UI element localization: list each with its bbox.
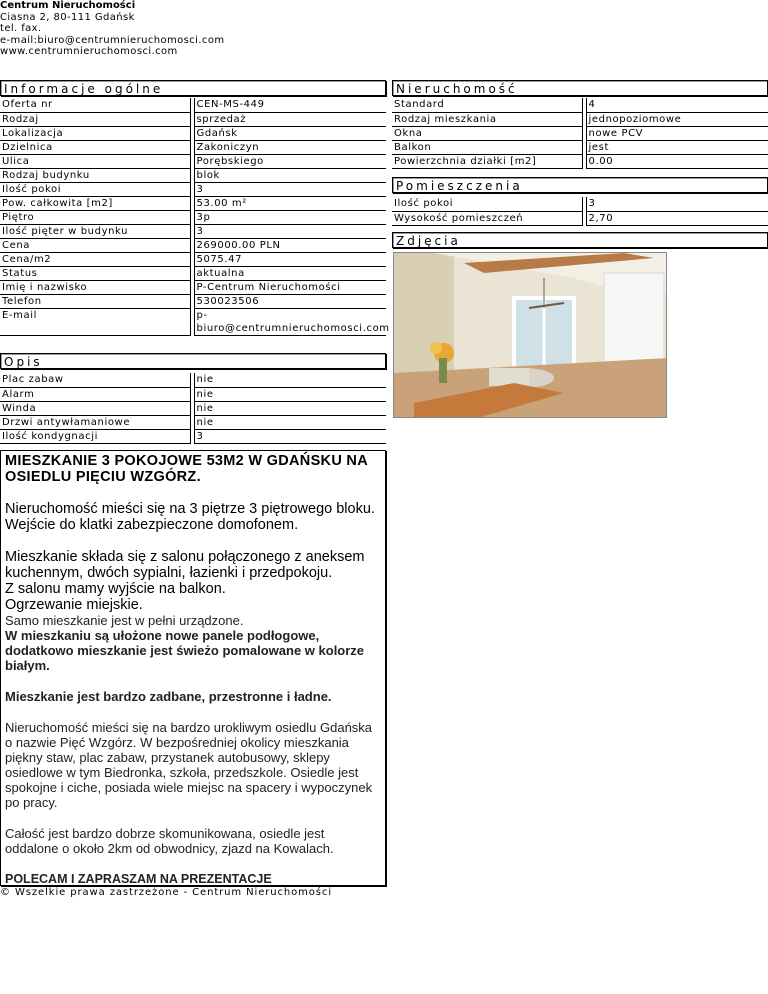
- rooms-table: [392, 197, 768, 226]
- property-row: [392, 98, 768, 112]
- general-info-label: Ilość pokoi: [0, 182, 190, 196]
- property-label: Okna: [392, 126, 582, 140]
- general-info-row: [0, 168, 386, 182]
- general-info-row: [0, 182, 386, 196]
- general-info-value: 3p: [194, 210, 386, 224]
- company-address: Ciasna 2, 80-111 Gdańsk: [0, 11, 135, 23]
- rooms-label: Wysokość pomieszczeń: [392, 211, 582, 225]
- general-info-label: Cena: [0, 238, 190, 252]
- general-info-label: Status: [0, 266, 190, 280]
- section-title-general: Informacje ogólne: [0, 80, 386, 96]
- rooms-value: 2,70: [586, 211, 768, 225]
- rooms-row: [392, 211, 768, 225]
- description-closing: POLECAM I ZAPRASZAM NA PREZENTACJE: [5, 872, 272, 886]
- general-info-row: [0, 140, 386, 154]
- section-title-description: Opis: [0, 353, 386, 369]
- footer-copyright: © Wszelkie prawa zastrzeżone - Centrum Nieruchomości: [0, 887, 332, 898]
- property-table: [392, 98, 768, 169]
- company-name: Centrum Nieruchomości: [0, 0, 136, 11]
- general-info-label: Pow. całkowita [m2]: [0, 196, 190, 210]
- description-box: [0, 450, 386, 886]
- company-email: e-mail:biuro@centrumnieruchomosci.com: [0, 34, 225, 46]
- agency-header: [0, 0, 224, 58]
- general-info-row: [0, 308, 386, 335]
- general-info-value: CEN-MS-449: [194, 98, 386, 112]
- general-info-row: [0, 154, 386, 168]
- rooms-label: Ilość pokoi: [392, 197, 582, 211]
- general-info-label: Rodzaj: [0, 112, 190, 126]
- general-info-value: Zakoniczyn: [194, 140, 386, 154]
- property-value: jest: [586, 140, 768, 154]
- section-title-photos: Zdjęcia: [392, 232, 768, 248]
- property-row: [392, 154, 768, 168]
- description-paragraph: Samo mieszkanie jest w pełni urządzone.: [5, 613, 244, 628]
- description-paragraph: W mieszkaniu są ułożone nowe panele podłogowe, dodatkowo mieszkanie jest świeżo pomalowane w kolorze białym.: [5, 628, 365, 673]
- description-paragraph: Wejście do klatki zabezpieczone domofonem.: [5, 517, 299, 533]
- property-value: 0.00: [586, 154, 768, 168]
- feature-row: [0, 415, 386, 429]
- general-info-value: P-Centrum Nieruchomości: [194, 280, 386, 294]
- general-info-value: Porębskiego: [194, 154, 386, 168]
- general-info-row: [0, 224, 386, 238]
- general-info-row: [0, 126, 386, 140]
- general-info-label: Ulica: [0, 154, 190, 168]
- feature-value: 3: [194, 429, 386, 443]
- description-paragraph: Ogrzewanie miejskie.: [5, 597, 143, 613]
- section-title-property: Nieruchomość: [392, 80, 768, 96]
- rooms-row: [392, 197, 768, 211]
- property-label: Standard: [392, 98, 582, 112]
- general-info-row: [0, 196, 386, 210]
- general-info-label: Imię i nazwisko: [0, 280, 190, 294]
- company-phone: tel. fax.: [0, 23, 42, 35]
- property-row: [392, 140, 768, 154]
- general-info-label: Piętro: [0, 210, 190, 224]
- rooms-value: 3: [586, 197, 768, 211]
- property-label: Powierzchnia działki [m2]: [392, 154, 582, 168]
- general-info-label: Dzielnica: [0, 140, 190, 154]
- feature-label: Drzwi antywłamaniowe: [0, 415, 190, 429]
- feature-label: Ilość kondygnacji: [0, 429, 190, 443]
- section-title-rooms: Pomieszczenia: [392, 177, 768, 193]
- general-info-label: Oferta nr: [0, 98, 190, 112]
- feature-row: [0, 429, 386, 443]
- general-info-label: Rodzaj budynku: [0, 168, 190, 182]
- description-paragraph: Nieruchomość mieści się na 3 piętrze 3 piętrowego bloku.: [5, 501, 375, 517]
- property-value: nowe PCV: [586, 126, 768, 140]
- feature-value: nie: [194, 387, 386, 401]
- feature-label: Plac zabaw: [0, 373, 190, 387]
- general-info-table: [0, 98, 390, 336]
- general-info-row: [0, 112, 386, 126]
- property-row: [392, 112, 768, 126]
- general-info-value: 3: [194, 224, 386, 238]
- feature-row: [0, 373, 386, 387]
- property-row: [392, 126, 768, 140]
- description-title: MIESZKANIE 3 POKOJOWE 53M2 W GDAŃSKU NA OSIEDLU PIĘCIU WZGÓRZ.: [5, 453, 368, 485]
- features-table: [0, 373, 386, 444]
- general-info-value: sprzedaż: [194, 112, 386, 126]
- description-paragraph: Z salonu mamy wyjście na balkon.: [5, 581, 226, 597]
- general-info-value: 53.00 m²: [194, 196, 386, 210]
- feature-row: [0, 387, 386, 401]
- property-label: Balkon: [392, 140, 582, 154]
- general-info-value: blok: [194, 168, 386, 182]
- property-value: 4: [586, 98, 768, 112]
- description-paragraph: Mieszkanie składa się z salonu połączonego z aneksem kuchennym, dwóch sypialni, łazienki i przedpokoju.: [5, 549, 365, 581]
- property-label: Rodzaj mieszkania: [392, 112, 582, 126]
- general-info-label: Lokalizacja: [0, 126, 190, 140]
- general-info-label: E-mail: [0, 308, 190, 335]
- general-info-row: [0, 238, 386, 252]
- general-info-label: Cena/m2: [0, 252, 190, 266]
- description-paragraph: Całość jest bardzo dobrze skomunikowana, osiedle jest oddalone o około 2km od obwodnicy, zjazd na Kowalach.: [5, 826, 334, 856]
- feature-value: nie: [194, 401, 386, 415]
- general-info-row: [0, 280, 386, 294]
- general-info-row: [0, 98, 386, 112]
- company-website-link[interactable]: www.centrumnieruchomosci.com: [0, 46, 178, 58]
- living-room-picture: [394, 253, 667, 418]
- apartment-photo[interactable]: [393, 252, 667, 418]
- property-value: jednopoziomowe: [586, 112, 768, 126]
- description-paragraph: Mieszkanie jest bardzo zadbane, przestronne i ładne.: [5, 689, 332, 704]
- feature-label: Alarm: [0, 387, 190, 401]
- general-info-value: aktualna: [194, 266, 386, 280]
- general-info-value: Gdańsk: [194, 126, 386, 140]
- feature-label: Winda: [0, 401, 190, 415]
- general-info-value: 530023506: [194, 294, 386, 308]
- general-info-value: 269000.00 PLN: [194, 238, 386, 252]
- general-info-value: p-biuro@centrumnieruchomosci.com: [194, 308, 386, 335]
- general-info-row: [0, 266, 386, 280]
- general-info-label: Telefon: [0, 294, 190, 308]
- feature-value: nie: [194, 373, 386, 387]
- general-info-row: [0, 252, 386, 266]
- general-info-label: Ilość pięter w budynku: [0, 224, 190, 238]
- general-info-value: 5075.47: [194, 252, 386, 266]
- feature-row: [0, 401, 386, 415]
- general-info-value: 3: [194, 182, 386, 196]
- description-paragraph: Nieruchomość mieści się na bardzo urokliwym osiedlu Gdańska o nazwie Pięć Wzgórz. W bezpośredniej okolicy mieszkania piękny staw, plac zabaw, przystanek autobusowy, sklepy osiedlowe w tym Biedronka, szkoła, przedszkole. Osiedle jest spokojne i ciche, posiada wiele miejsc na spacery i wypoczynek po pracy.: [5, 720, 373, 810]
- general-info-row: [0, 294, 386, 308]
- feature-value: nie: [194, 415, 386, 429]
- general-info-row: [0, 210, 386, 224]
